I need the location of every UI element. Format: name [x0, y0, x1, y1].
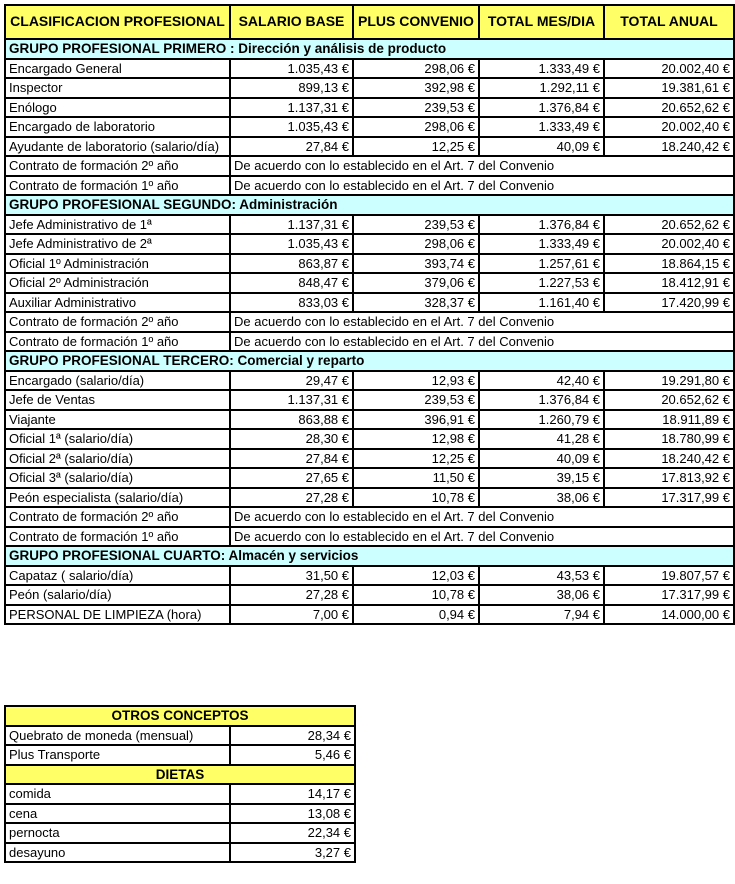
table-row	[5, 254, 734, 274]
salary-table	[4, 4, 735, 625]
plus-convenio-value: 396,91 €	[353, 410, 479, 430]
otros-conceptos-body	[5, 706, 355, 862]
total-anual-value: 18.240,42 €	[604, 449, 734, 469]
table-row	[5, 117, 734, 137]
concept-value: 5,46 €	[230, 745, 355, 765]
col-header-total-anual: TOTAL ANUAL	[604, 5, 734, 39]
concept-value: 22,34 €	[230, 823, 355, 843]
job-title: Inspector	[5, 78, 230, 98]
contract-note-row	[5, 507, 734, 527]
contract-title: Contrato de formación 1º año	[5, 176, 230, 196]
total-mes-value: 38,06 €	[479, 488, 604, 508]
table-row	[5, 390, 734, 410]
contract-note-row	[5, 312, 734, 332]
total-mes-value: 1.376,84 €	[479, 215, 604, 235]
concept-name: pernocta	[5, 823, 230, 843]
plus-convenio-value: 239,53 €	[353, 390, 479, 410]
table-row	[5, 843, 355, 863]
table-row	[5, 429, 734, 449]
job-title: Enólogo	[5, 98, 230, 118]
total-anual-value: 19.291,80 €	[604, 371, 734, 391]
plus-convenio-value: 298,06 €	[353, 117, 479, 137]
job-title: Encargado de laboratorio	[5, 117, 230, 137]
table-row	[5, 234, 734, 254]
salario-base-value: 1.035,43 €	[230, 234, 353, 254]
salario-base-value: 1.137,31 €	[230, 98, 353, 118]
total-anual-value: 18.780,99 €	[604, 429, 734, 449]
total-mes-value: 43,53 €	[479, 566, 604, 586]
total-mes-value: 1.292,11 €	[479, 78, 604, 98]
table-row	[5, 78, 734, 98]
job-title: Encargado (salario/día)	[5, 371, 230, 391]
total-mes-value: 1.260,79 €	[479, 410, 604, 430]
col-header-total-mes: TOTAL MES/DIA	[479, 5, 604, 39]
table-row	[5, 605, 734, 625]
plus-convenio-value: 0,94 €	[353, 605, 479, 625]
job-title: Peón especialista (salario/día)	[5, 488, 230, 508]
group-header-row	[5, 546, 734, 566]
total-anual-value: 17.317,99 €	[604, 488, 734, 508]
total-mes-value: 40,09 €	[479, 137, 604, 157]
table-row	[5, 410, 734, 430]
total-anual-value: 18.864,15 €	[604, 254, 734, 274]
total-anual-value: 20.002,40 €	[604, 117, 734, 137]
plus-convenio-value: 12,25 €	[353, 137, 479, 157]
plus-convenio-value: 328,37 €	[353, 293, 479, 313]
table-row	[5, 488, 734, 508]
plus-convenio-value: 12,93 €	[353, 371, 479, 391]
total-anual-value: 20.652,62 €	[604, 215, 734, 235]
total-mes-value: 1.376,84 €	[479, 98, 604, 118]
group-title: GRUPO PROFESIONAL CUARTO: Almacén y servicios	[5, 546, 734, 566]
plus-convenio-value: 239,53 €	[353, 98, 479, 118]
total-anual-value: 19.807,57 €	[604, 566, 734, 586]
salario-base-value: 833,03 €	[230, 293, 353, 313]
table-row	[5, 804, 355, 824]
total-anual-value: 17.420,99 €	[604, 293, 734, 313]
table-row	[5, 745, 355, 765]
concept-name: desayuno	[5, 843, 230, 863]
table-row	[5, 371, 734, 391]
total-anual-value: 17.813,92 €	[604, 468, 734, 488]
contract-note-row	[5, 156, 734, 176]
salario-base-value: 1.035,43 €	[230, 59, 353, 79]
total-mes-value: 40,09 €	[479, 449, 604, 469]
header-row	[5, 5, 734, 39]
plus-convenio-value: 298,06 €	[353, 59, 479, 79]
salario-base-value: 899,13 €	[230, 78, 353, 98]
group-header-row	[5, 39, 734, 59]
salario-base-value: 7,00 €	[230, 605, 353, 625]
salario-base-value: 31,50 €	[230, 566, 353, 586]
plus-convenio-value: 298,06 €	[353, 234, 479, 254]
concept-name: Quebrato de moneda (mensual)	[5, 726, 230, 746]
total-anual-value: 20.652,62 €	[604, 98, 734, 118]
plus-convenio-value: 12,03 €	[353, 566, 479, 586]
table-row	[5, 59, 734, 79]
contract-note-text: De acuerdo con lo establecido en el Art. 7 del Convenio	[230, 332, 734, 352]
table-row	[5, 215, 734, 235]
contract-title: Contrato de formación 1º año	[5, 332, 230, 352]
table-row	[5, 137, 734, 157]
concept-value: 3,27 €	[230, 843, 355, 863]
salario-base-value: 1.035,43 €	[230, 117, 353, 137]
contract-note-row	[5, 176, 734, 196]
total-anual-value: 20.002,40 €	[604, 59, 734, 79]
salario-base-value: 1.137,31 €	[230, 390, 353, 410]
salario-base-value: 1.137,31 €	[230, 215, 353, 235]
concept-name: comida	[5, 784, 230, 804]
contract-note-text: De acuerdo con lo establecido en el Art. 7 del Convenio	[230, 507, 734, 527]
otros-conceptos-table	[4, 705, 356, 863]
table-row	[5, 726, 355, 746]
total-anual-value: 19.381,61 €	[604, 78, 734, 98]
total-mes-value: 1.257,61 €	[479, 254, 604, 274]
total-mes-value: 1.161,40 €	[479, 293, 604, 313]
concept-value: 14,17 €	[230, 784, 355, 804]
contract-note-text: De acuerdo con lo establecido en el Art. 7 del Convenio	[230, 156, 734, 176]
table-row	[5, 784, 355, 804]
group-title: GRUPO PROFESIONAL SEGUNDO: Administración	[5, 195, 734, 215]
otros-conceptos-title: OTROS CONCEPTOS	[5, 706, 355, 726]
plus-convenio-value: 393,74 €	[353, 254, 479, 274]
total-mes-value: 7,94 €	[479, 605, 604, 625]
contract-note-row	[5, 332, 734, 352]
salary-table-body	[5, 39, 734, 624]
group-title: GRUPO PROFESIONAL TERCERO: Comercial y reparto	[5, 351, 734, 371]
job-title: Jefe Administrativo de 1ª	[5, 215, 230, 235]
group-title: GRUPO PROFESIONAL PRIMERO : Dirección y análisis de producto	[5, 39, 734, 59]
total-anual-value: 17.317,99 €	[604, 585, 734, 605]
col-header-plus-convenio: PLUS CONVENIO	[353, 5, 479, 39]
table-row	[5, 823, 355, 843]
job-title: Encargado General	[5, 59, 230, 79]
otros-conceptos-title-row	[5, 706, 355, 726]
contract-note-text: De acuerdo con lo establecido en el Art. 7 del Convenio	[230, 527, 734, 547]
salario-base-value: 863,87 €	[230, 254, 353, 274]
concept-name: Plus Transporte	[5, 745, 230, 765]
contract-title: Contrato de formación 1º año	[5, 527, 230, 547]
salario-base-value: 28,30 €	[230, 429, 353, 449]
job-title: Oficial 2º Administración	[5, 273, 230, 293]
salario-base-value: 863,88 €	[230, 410, 353, 430]
table-row	[5, 585, 734, 605]
total-mes-value: 1.227,53 €	[479, 273, 604, 293]
total-mes-value: 42,40 €	[479, 371, 604, 391]
concept-value: 28,34 €	[230, 726, 355, 746]
table-row	[5, 449, 734, 469]
job-title: Ayudante de laboratorio (salario/día)	[5, 137, 230, 157]
total-anual-value: 14.000,00 €	[604, 605, 734, 625]
table-row	[5, 566, 734, 586]
group-header-row	[5, 351, 734, 371]
contract-title: Contrato de formación 2º año	[5, 312, 230, 332]
job-title: Oficial 1º Administración	[5, 254, 230, 274]
job-title: Capataz ( salario/día)	[5, 566, 230, 586]
dietas-title-row	[5, 765, 355, 785]
job-title: Jefe de Ventas	[5, 390, 230, 410]
table-row	[5, 98, 734, 118]
total-mes-value: 41,28 €	[479, 429, 604, 449]
total-mes-value: 39,15 €	[479, 468, 604, 488]
salario-base-value: 848,47 €	[230, 273, 353, 293]
job-title: Peón (salario/día)	[5, 585, 230, 605]
total-mes-value: 1.376,84 €	[479, 390, 604, 410]
contract-title: Contrato de formación 2º año	[5, 156, 230, 176]
job-title: Oficial 1ª (salario/día)	[5, 429, 230, 449]
salario-base-value: 27,65 €	[230, 468, 353, 488]
plus-convenio-value: 239,53 €	[353, 215, 479, 235]
plus-convenio-value: 10,78 €	[353, 585, 479, 605]
dietas-title: DIETAS	[5, 765, 355, 785]
salario-base-value: 29,47 €	[230, 371, 353, 391]
plus-convenio-value: 12,98 €	[353, 429, 479, 449]
col-header-clasificacion: CLASIFICACION PROFESIONAL	[5, 5, 230, 39]
total-anual-value: 20.002,40 €	[604, 234, 734, 254]
plus-convenio-value: 10,78 €	[353, 488, 479, 508]
contract-note-text: De acuerdo con lo establecido en el Art. 7 del Convenio	[230, 176, 734, 196]
salario-base-value: 27,28 €	[230, 585, 353, 605]
plus-convenio-value: 392,98 €	[353, 78, 479, 98]
total-mes-value: 1.333,49 €	[479, 234, 604, 254]
concept-value: 13,08 €	[230, 804, 355, 824]
salario-base-value: 27,84 €	[230, 137, 353, 157]
job-title: PERSONAL DE LIMPIEZA (hora)	[5, 605, 230, 625]
salario-base-value: 27,84 €	[230, 449, 353, 469]
plus-convenio-value: 12,25 €	[353, 449, 479, 469]
contract-note-row	[5, 527, 734, 547]
group-header-row	[5, 195, 734, 215]
col-header-salario-base: SALARIO BASE	[230, 5, 353, 39]
total-anual-value: 18.412,91 €	[604, 273, 734, 293]
total-mes-value: 38,06 €	[479, 585, 604, 605]
table-row	[5, 273, 734, 293]
total-anual-value: 20.652,62 €	[604, 390, 734, 410]
total-anual-value: 18.240,42 €	[604, 137, 734, 157]
table-row	[5, 293, 734, 313]
job-title: Jefe Administrativo de 2ª	[5, 234, 230, 254]
total-mes-value: 1.333,49 €	[479, 59, 604, 79]
job-title: Auxiliar Administrativo	[5, 293, 230, 313]
total-mes-value: 1.333,49 €	[479, 117, 604, 137]
total-anual-value: 18.911,89 €	[604, 410, 734, 430]
job-title: Viajante	[5, 410, 230, 430]
job-title: Oficial 3ª (salario/día)	[5, 468, 230, 488]
concept-name: cena	[5, 804, 230, 824]
plus-convenio-value: 379,06 €	[353, 273, 479, 293]
job-title: Oficial 2ª (salario/día)	[5, 449, 230, 469]
contract-note-text: De acuerdo con lo establecido en el Art. 7 del Convenio	[230, 312, 734, 332]
table-row	[5, 468, 734, 488]
plus-convenio-value: 11,50 €	[353, 468, 479, 488]
contract-title: Contrato de formación 2º año	[5, 507, 230, 527]
salario-base-value: 27,28 €	[230, 488, 353, 508]
